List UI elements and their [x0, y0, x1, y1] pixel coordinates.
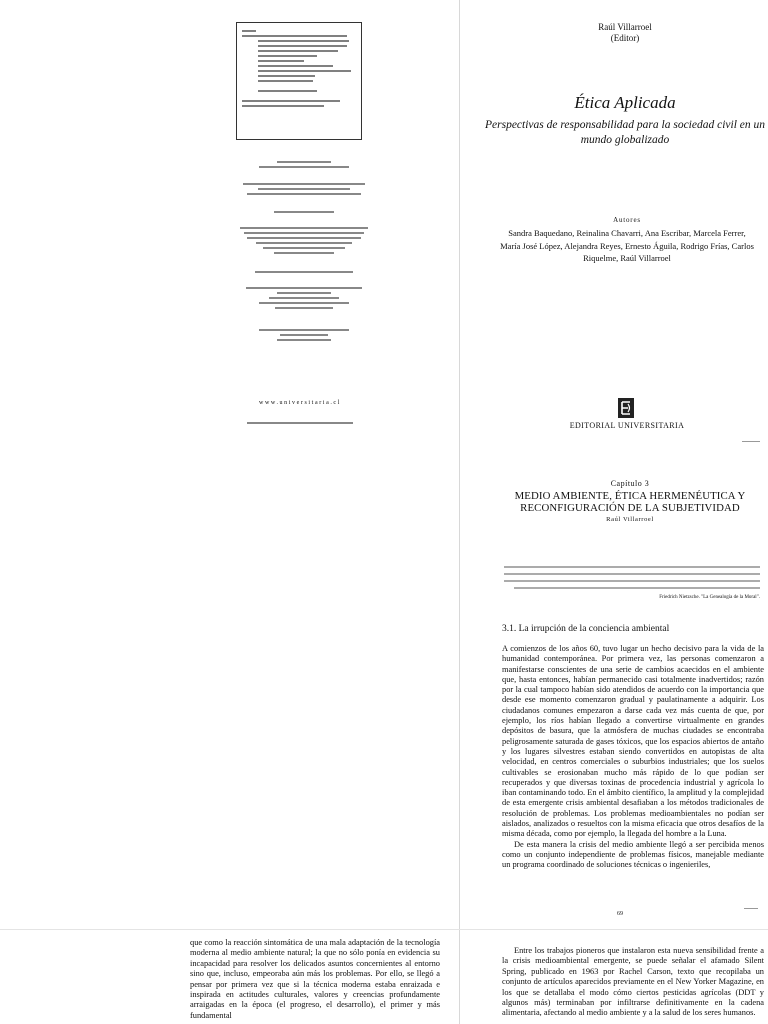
chapter-title: MEDIO AMBIENTE, ÉTICA HERMENÉUTICA Y RECONFIGURACIÓN DE LA SUBJETIVIDAD: [514, 490, 746, 514]
epigraph-quote: [504, 562, 760, 594]
catalog-record-box: [236, 22, 362, 140]
reproduction-notice: [236, 224, 372, 257]
title-and-chapter-page: [460, 0, 768, 930]
website-url: www.universitaria.cl: [259, 400, 341, 406]
page-number: 69: [617, 911, 623, 917]
paragraph: A comienzos de los años 60, tuvo lugar un hecho decisivo para la vida de la humanidad contemporánea. Por primera vez, las personas comenzaron a manifestarse conscientes de una serie de cambios acaecidos en el ambiente que, hasta entonces, habían permanecido casi totalmente inadvertidos; razón por la cual tampoco habían sido atendidos de acuerdo con la importancia que desde ese momento comenzaron gradual y paulatinamente a adquirir. Los ciudadanos comunes empezaron a darse cada vez más cuenta de que, por ejemplo, los ríos habían llegado a convertirse virtualmente en grandes depósitos de basura, que la atmósfera de muchas ciudades se encontraba peligrosamente saturada de gases tóxicos, que los espacios abiertos de antaño y los lugares silvestres estaban siendo convertidos en autopistas de alta velocidad, en centros comerciales o suburbios industriales; que los suelos cultivables se erosionaban mucho más rápido de lo que podían ser recuperados y que diversas toxinas de procedencia industrial y agrícola lo iban contaminando todo. En el ámbito científico, la amplitud y la complejidad de esta emergente crisis ambiental desafiaban a los métodos tradicionales de resolución de problemas. Los problemas medioambientales no podían ser aislados, analizados o resueltos con la misma eficacia que otros desafíos de la misma década, como por ejemplo, la llegada del hombre a la Luna.: [502, 644, 764, 839]
chapter-author: Raúl Villarroel: [606, 516, 654, 523]
editor-name: Raúl Villarroel: [598, 22, 652, 32]
publisher-name: EDITORIAL UNIVERSITARIA: [569, 421, 685, 430]
bottom-right-page: [460, 930, 768, 1024]
page-fold: [0, 929, 768, 930]
authors-list: Sandra Baquedano, Reinalina Chavarri, Ana Escribar, Marcela Ferrer, María José López, Alejandra Reyes, Ernesto Águila, Rodrigo Frías, Carlos Riquelme, Raúl Villarroel: [500, 228, 754, 263]
paragraph: De esta manera la crisis del medio ambiente llegó a ser percibida menos como un conjunto independiente de problemas físicos, manejable mediante un programa coordinado de soluciones técnicas o ingenieriles,: [502, 839, 764, 870]
book-title: Ética Aplicada: [574, 93, 676, 112]
epigraph-source: Friedrich Nietzsche. "La Genealogía de la Moral".: [659, 595, 760, 600]
next-page-body: [502, 946, 764, 1019]
bottom-left-page: [0, 930, 460, 1024]
margin-mark: [742, 441, 760, 442]
publisher-email: [236, 208, 372, 216]
copyright-notice: [236, 158, 372, 171]
paragraph: Entre los trabajos pioneros que instalaron esta nueva sensibilidad frente a la crisis medioambiental emergente, se puede señalar el afamado Silent Spring, publicado en 1963 por Rachel Carson, texto que recopilaba un conjunto de artículos aparecidos previamente en el New Yorker Magazine, en los que se detallaba el modo cómo ciertos pesticidas agrícolas (DDT y algunos más) terminaban por infiltrarse definitivamente en la cadena alimentaria, afectando al medio ambiente y a la salud de los seres humanos.: [502, 946, 764, 1018]
section-title: 3.1. La irrupción de la conciencia ambiental: [502, 624, 670, 634]
printed-in-notice: [240, 422, 360, 424]
design-credits: [236, 326, 372, 344]
chapter-label: Capítulo 3: [610, 479, 650, 488]
continued-body: que como la reacción sintomática de una mala adaptación de la tecnología moderna al medio ambiente natural; la que no sólo ponía en evidencia su incapacidad para resolver los delicados asuntos concernientes al entorno sino que, incluso, empeoraba aún más los problemas. Por ello, se llegó a pensar por primera vez que si la técnica moderna estaba enraizada e inspirada en actitudes culturales, valores y creencias profundamente arraigadas en la época (el progreso, el desarrollo), el primer y más fundamental: [190, 938, 440, 1020]
margin-mark: [744, 908, 758, 909]
page-fold: [459, 0, 460, 1024]
chapter-body: [502, 644, 764, 871]
publisher-logo-icon: [617, 397, 635, 419]
typography-notice: [236, 268, 372, 276]
rights-notice: [236, 180, 372, 198]
printing-notice: [236, 284, 372, 312]
editor-role: (Editor): [610, 33, 640, 43]
authors-heading: Autores: [613, 216, 641, 224]
book-subtitle: Perspectivas de responsabilidad para la sociedad civil en un mundo globalizado: [485, 119, 765, 146]
